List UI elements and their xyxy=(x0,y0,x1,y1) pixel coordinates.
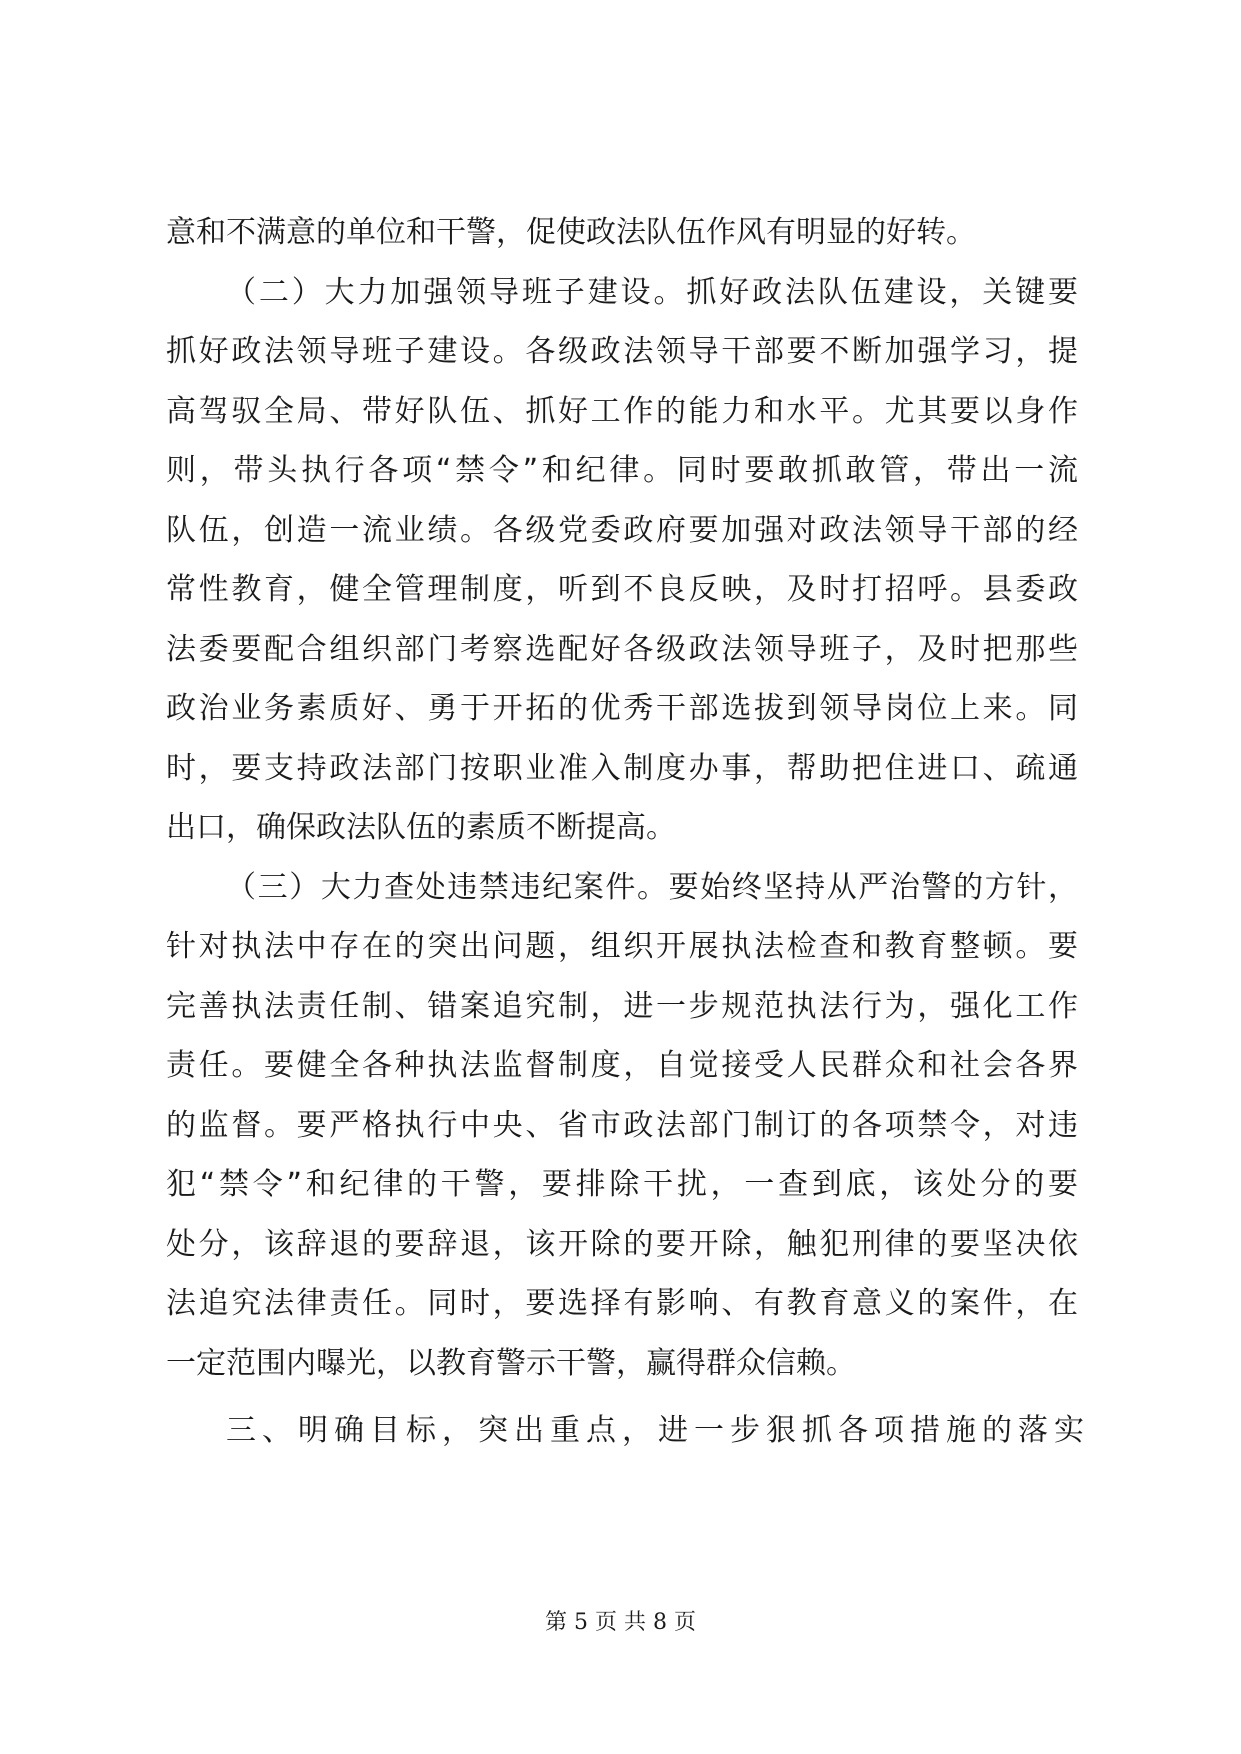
paragraph-line: 队伍，创造一流业绩。各级党委政府要加强对政法领导干部的经 xyxy=(166,513,1078,548)
paragraph-line: 完善执法责任制、错案追究制，进一步规范执法行为，强化工作 xyxy=(166,989,1078,1024)
paragraph-line: 时，要支持政法部门按职业准入制度办事，帮助把住进口、疏通 xyxy=(166,751,1078,786)
paragraph-line: 针对执法中存在的突出问题，组织开展执法检查和教育整顿。要 xyxy=(166,929,1078,964)
page-footer: 第 5 页 共 8 页 xyxy=(545,1610,696,1635)
paragraph-line: 则，带头执行各项“禁令”和纪律。同时要敢抓敢管，带出一流 xyxy=(166,453,1078,488)
paragraph-line: （三）大力查处违禁违纪案件。要始终坚持从严治警的方针， xyxy=(226,870,1078,905)
paragraph-line: 责任。要健全各种执法监督制度，自觉接受人民群众和社会各界 xyxy=(166,1048,1078,1083)
paragraph-line: 法追究法律责任。同时，要选择有影响、有教育意义的案件，在 xyxy=(166,1286,1078,1321)
paragraph-line: 犯“禁令”和纪律的干警，要排除干扰，一查到底，该处分的要 xyxy=(166,1167,1078,1202)
paragraph-line: 政治业务素质好、勇于开拓的优秀干部选拔到领导岗位上来。同 xyxy=(166,691,1078,726)
section-heading: 三、明确目标，突出重点，进一步狠抓各项措施的落实 xyxy=(226,1413,1090,1448)
paragraph-line: 处分，该辞退的要辞退，该开除的要开除，触犯刑律的要坚决依 xyxy=(166,1227,1078,1262)
paragraph-line: 的监督。要严格执行中央、省市政法部门制订的各项禁令，对违 xyxy=(166,1108,1078,1143)
paragraph-line: 高驾驭全局、带好队伍、抓好工作的能力和水平。尤其要以身作 xyxy=(166,394,1078,429)
paragraph-line: 意和不满意的单位和干警，促使政法队伍作风有明显的好转。 xyxy=(166,215,976,250)
paragraph-line: 出口，确保政法队伍的素质不断提高。 xyxy=(166,810,676,845)
paragraph-line: 一定范围内曝光，以教育警示干警，赢得群众信赖。 xyxy=(166,1346,856,1381)
paragraph-line: 常性教育，健全管理制度，听到不良反映，及时打招呼。县委政 xyxy=(166,572,1078,607)
paragraph-line: （二）大力加强领导班子建设。抓好政法队伍建设，关键要 xyxy=(226,275,1078,310)
paragraph-line: 法委要配合组织部门考察选配好各级政法领导班子，及时把那些 xyxy=(166,632,1078,667)
paragraph-line: 抓好政法领导班子建设。各级政法领导干部要不断加强学习，提 xyxy=(166,334,1078,369)
